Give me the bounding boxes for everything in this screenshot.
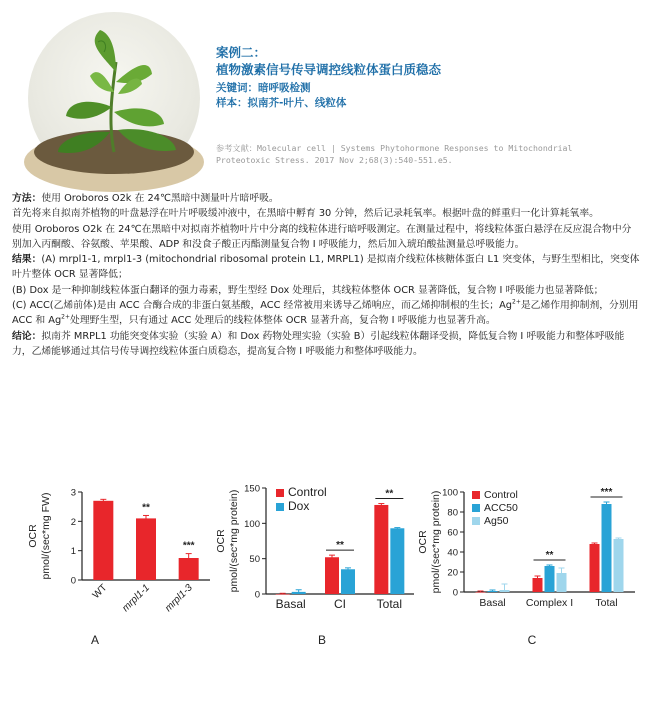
panel-label: A — [90, 633, 100, 647]
legend-label: ACC50 — [484, 502, 518, 514]
y-tick-label: 50 — [249, 554, 260, 566]
reference-line-1: 参考文献：Molecular cell | Systems Phytohormone Responses to Mitochondrial — [216, 143, 573, 153]
y-tick-label: 0 — [452, 587, 458, 599]
y-tick-label: 60 — [447, 527, 458, 539]
panel-label: B — [317, 633, 327, 647]
result-c-part1: (C) ACC(乙烯前体)是由 ACC 合酶合成的非蛋白氨基酸，ACC 经常被用来诱导乙烯响应，而乙烯抑制根的生长；Ag — [12, 300, 513, 312]
y-tick-label: 2 — [70, 516, 76, 528]
bar — [590, 544, 600, 592]
chart-b — [214, 470, 424, 650]
legend-label: Ag50 — [484, 515, 509, 527]
bar — [602, 504, 612, 592]
arabidopsis-plant-image — [28, 12, 200, 184]
result-c-part2: 是乙烯作用抑制剂，分别用 ACC 和 Ag — [12, 300, 639, 327]
legend-swatch — [472, 504, 480, 512]
paragraph-3: 使用 Oroboros O2k 在 24℃在黑暗中对拟南芥植物叶片中分离的线粒体进行暗呼吸测定。在测量过程中，将线粒体蛋白悬浮在反应混合物中分别加入丙酮酸、谷氨酸、苹果酸、ADP 和没食子酸正丙酯测量复合物 I 呼吸能力，然后加入琥珀酸盐测量总呼吸能力。 — [12, 223, 632, 250]
keywords: 关键词：暗呼吸检测 — [216, 82, 311, 94]
result-c — [12, 298, 640, 329]
conclusion-label: 结论： — [12, 330, 42, 342]
bar — [93, 501, 113, 580]
bar — [341, 569, 355, 594]
bar — [390, 528, 404, 594]
y-tick-label: 40 — [447, 547, 458, 559]
legend-label: Dox — [288, 499, 310, 513]
y-axis-label: OCR — [27, 524, 39, 548]
bar — [136, 518, 156, 580]
legend-label: Control — [288, 485, 327, 499]
bar — [614, 539, 624, 592]
y-axis-label: pmol/(sec*mg protein) — [430, 490, 442, 594]
y-tick-label: 20 — [447, 567, 458, 579]
y-tick-label: 1 — [70, 546, 76, 558]
y-axis-label: pmol/(sec*mg FW) — [40, 492, 52, 580]
y-tick-label: 150 — [244, 483, 260, 495]
bar — [533, 578, 543, 592]
case-title: 案例二： — [216, 45, 267, 60]
plant-photo — [28, 12, 200, 184]
result-c-part3: 处理野生型，只有通过 ACC 处理后的线粒体整体 OCR 显著升高，复合物 I 呼吸能力也显著升高。 — [70, 315, 496, 327]
y-tick-label: 3 — [70, 487, 76, 499]
x-tick-label: Total — [376, 597, 403, 611]
y-axis-label: OCR — [417, 530, 429, 554]
significance-label: ** — [545, 550, 554, 561]
result-a — [12, 252, 640, 283]
y-tick-label: 0 — [70, 575, 76, 587]
significance-label: ** — [336, 540, 344, 552]
result-a-text: (A) mrpl1-1, mrpl1-3 (mitochondrial ribosomal protein L1, MRPL1) 是拟南介线粒体核糖体蛋白 L1 突变体，与野生型相比，突变体叶片整体 OCR 显著降低； — [12, 254, 640, 281]
case-header — [216, 44, 636, 111]
y-axis-label: OCR — [215, 529, 227, 553]
significance-label: *** — [600, 487, 613, 498]
method-label: 方法： — [12, 193, 42, 204]
x-tick-label: Basal — [275, 597, 306, 611]
conclusion-paragraph — [12, 329, 640, 360]
x-tick-label: mrpl1-3 — [163, 582, 195, 615]
x-tick-label: Complex I — [525, 597, 574, 609]
x-tick-label: Basal — [479, 597, 506, 609]
body-text — [12, 191, 640, 359]
chart-a — [20, 470, 220, 650]
result-label: 结果： — [12, 254, 42, 266]
bar — [545, 566, 555, 592]
conclusion-text: 拟南芥 MRPL1 功能突变体实验（实验 A）和 Dox 药物处理实验（实验 B）引起线粒体翻译受损，降低复合物 I 呼吸能力和整体呼吸能力，乙烯能够通过其信号传导调控线粒体蛋白质稳态，提高复合物 I 呼吸能力和整体呼吸能力。 — [12, 330, 625, 357]
legend-swatch — [472, 517, 480, 525]
reference-line-2: Proteotoxic Stress. 2017 Nov 2;68(3):540-551.e5. — [216, 155, 453, 165]
panel-label: C — [527, 633, 537, 647]
significance-label: ** — [142, 502, 150, 514]
x-tick-label: mrpl1-1 — [120, 582, 153, 615]
y-tick-label: 100 — [244, 518, 260, 530]
bar — [374, 505, 388, 594]
significance-label: ** — [385, 488, 394, 500]
superscript: 2+ — [61, 314, 71, 322]
legend-swatch — [472, 491, 480, 499]
x-tick-label: WT — [90, 582, 110, 602]
y-tick-label: 80 — [447, 507, 458, 519]
y-tick-label: 100 — [442, 487, 458, 499]
result-b: (B) Dox 是一种抑制线粒体蛋白翻译的强力毒素，野生型经 Dox 处理后，其线粒体整体 OCR 显著降低，复合物 I 呼吸能力也显著降低； — [12, 284, 604, 296]
bar — [476, 592, 486, 593]
x-tick-label: CI — [334, 597, 346, 611]
superscript: 2+ — [512, 298, 521, 306]
chart-c — [417, 470, 640, 650]
case-subtitle: 植物激素信号传导调控线粒体蛋白质稳态 — [216, 62, 442, 77]
x-tick-label: Total — [595, 597, 618, 609]
sample: 样本：拟南芥-叶片、线粒体 — [216, 97, 347, 109]
bar — [276, 594, 290, 595]
bar — [325, 557, 339, 594]
significance-label: *** — [182, 540, 195, 552]
legend-swatch — [276, 503, 284, 511]
legend-label: Control — [484, 489, 518, 501]
y-axis-label: pmol/(sec*mg protein) — [228, 489, 240, 593]
y-tick-label: 0 — [254, 589, 260, 601]
method-paragraph — [12, 191, 640, 206]
paragraph-2: 首先将来自拟南芥植物的叶盘悬浮在叶片呼吸缓冲液中，在黑暗中孵育 30 分钟，然后记录耗氧率。根据叶盘的鲜重归一化计算耗氧率。 — [12, 208, 599, 220]
reference — [216, 142, 641, 166]
method-text: 使用 Oroboros O2k 在 24℃黑暗中测量叶片暗呼吸。 — [41, 193, 279, 204]
legend-swatch — [276, 489, 284, 497]
